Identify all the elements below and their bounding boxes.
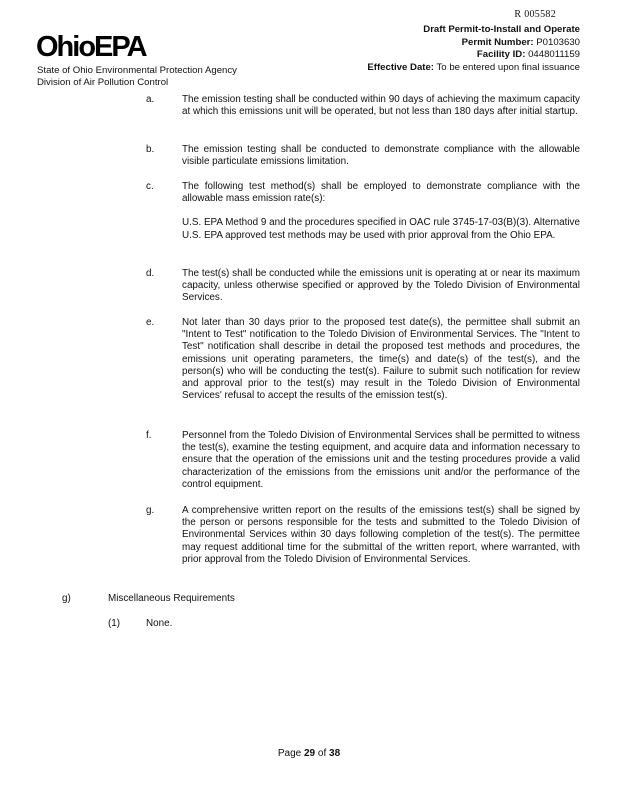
section-title: Miscellaneous Requirements (108, 593, 235, 604)
list-text (182, 505, 580, 566)
paragraph: The emission testing shall be conducted within 90 days of achieving the maximum capacity at which this emissions unit will be operated, but not less than 180 days after initial startup. (182, 94, 580, 118)
logo-text: OhioEPA (36, 31, 146, 63)
sub-marker: (1) (108, 618, 121, 629)
list-marker: f. (146, 430, 152, 441)
effective-date-line (367, 62, 580, 75)
facility-id-line (367, 49, 580, 62)
paragraph: The following test method(s) shall be employed to demonstrate compliance with the allowable mass emission rate(s): (182, 181, 580, 205)
division-name: Division of Air Pollution Control (37, 77, 169, 88)
list-text (182, 317, 580, 402)
page-number: 29 (303, 748, 316, 759)
paragraph: Personnel from the Toledo Division of Environmental Services shall be permitted to witness the test(s), examine the testing equipment, and acquire data and information necessary to ensure that the operation of the emissions unit and the testing procedures provide a valid characterization of the emissions from the emissions unit and/or the performance of the control equipment. (182, 430, 580, 490)
page-prefix: Page (277, 748, 302, 759)
list-text (182, 430, 580, 491)
paragraph: U.S. EPA Method 9 and the procedures specified in OAC rule 3745-17-03(B)(3). Alternative U.S. EPA approved test methods may be used with prior approval from the Ohio EPA. (182, 217, 580, 241)
list-text (182, 268, 580, 305)
list-marker: a. (146, 94, 155, 105)
list-text (182, 144, 580, 168)
permit-number-line (367, 37, 580, 50)
agency-block (37, 65, 237, 89)
effective-date-label: Effective Date: (367, 61, 435, 73)
bates-number: R 005582 (514, 9, 556, 20)
page-footer (0, 748, 618, 759)
agency-name: State of Ohio Environmental Protection Agency (37, 65, 237, 76)
list-marker: e. (146, 317, 155, 328)
paragraph: A comprehensive written report on the results of the emissions test(s) shall be signed by the person or persons responsible for the tests and submitted to the Toledo Division of Environmental Services within 30 days following completion of the test(s). The permittee may request additional time for the submittal of the written report, where warranted, with prior approval from the Toledo Division of Environmental Services. (182, 505, 580, 565)
paragraph: The emission testing shall be conducted to demonstrate compliance with the allowable visible particulate emissions limitation. (182, 144, 580, 168)
paragraph: The test(s) shall be conducted while the emissions unit is operating at or near its maximum capacity, unless otherwise specified or approved by the Toledo Division of Environmental Services. (182, 268, 580, 304)
permit-info-block (367, 24, 580, 74)
list-marker: g. (146, 505, 155, 516)
permit-number-value: P0103630 (536, 36, 580, 48)
facility-id-label: Facility ID: (476, 49, 526, 61)
list-marker: c. (146, 181, 154, 192)
doc-type: Draft Permit-to-Install and Operate (423, 24, 580, 35)
facility-id-value: 0448011159 (528, 49, 580, 61)
page-of: of (317, 748, 327, 759)
page-total: 38 (329, 748, 341, 759)
list-marker: b. (146, 144, 155, 155)
sub-text: None. (146, 618, 173, 629)
list-marker: d. (146, 268, 155, 279)
paragraph: Not later than 30 days prior to the proposed test date(s), the permittee shall submit an "Intent to Test" notification to the Toledo Division of Environmental Services. The "Intent to Test" notification shall describe in detail the proposed test methods and procedures, the emissions unit operating parameters, the time(s) and date(s) of the test(s), and the person(s) who will be conducting the test(s). Failure to submit such notification for review and approval prior to the test(s) may result in the Toledo Division of Environmental Services' refusal to accept the results of the emission test(s). (182, 317, 580, 402)
effective-date-value: To be entered upon final issuance (436, 61, 580, 73)
list-text (182, 94, 580, 118)
section-marker: g) (62, 593, 71, 604)
list-text (182, 181, 580, 242)
ohio-epa-logo (36, 30, 148, 64)
permit-number-label: Permit Number: (461, 36, 534, 48)
